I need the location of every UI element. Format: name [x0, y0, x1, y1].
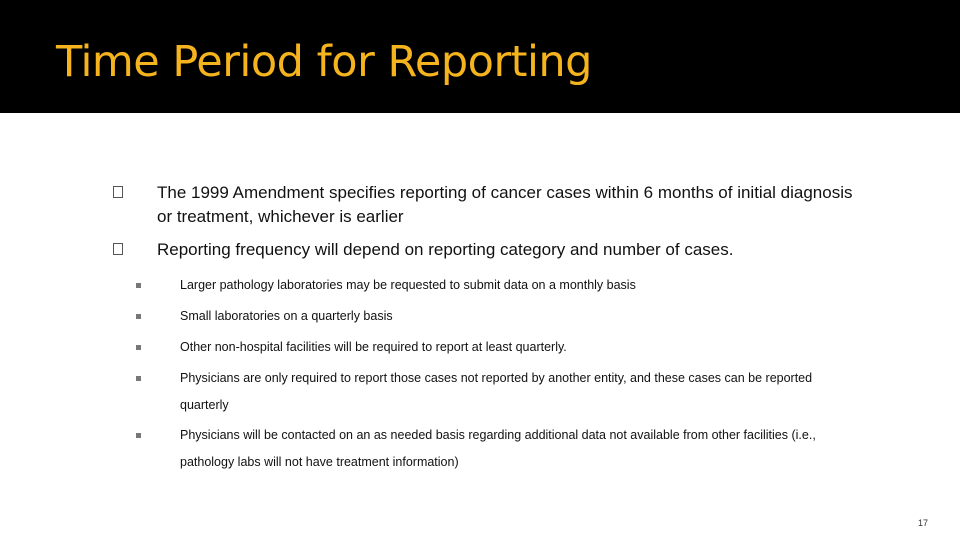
sub-bullet-marker	[136, 345, 141, 350]
title-bar	[0, 0, 960, 113]
sub-bullet-text: Physicians will be contacted on an as needed basis regarding additional data not available from other facilities (i.e., pathology labs will not have treatment information)	[180, 428, 816, 469]
sub-bullet-marker	[136, 283, 141, 288]
sub-bullet-text: Other non-hospital facilities will be required to report at least quarterly.	[180, 340, 567, 354]
sub-bullet-marker	[136, 433, 141, 438]
sub-bullet-text: Larger pathology laboratories may be requested to submit data on a monthly basis	[180, 278, 636, 292]
sub-bullet-marker	[136, 376, 141, 381]
page-number: 17	[918, 518, 929, 528]
bullet-text: Reporting frequency will depend on reporting category and number of cases.	[157, 240, 734, 259]
sub-bullet-marker	[136, 314, 141, 319]
bullet-marker	[113, 243, 123, 255]
sub-bullet-text: Physicians are only required to report those cases not reported by another entity, and these cases can be reported quarterly	[180, 371, 813, 412]
bullet-text: The 1999 Amendment specifies reporting of cancer cases within 6 months of initial diagnosis or treatment, whichever is earlier	[157, 183, 853, 226]
slide-title: Time Period for Reporting	[56, 37, 592, 87]
sub-bullet-text: Small laboratories on a quarterly basis	[180, 309, 393, 323]
bullet-marker	[113, 186, 123, 198]
